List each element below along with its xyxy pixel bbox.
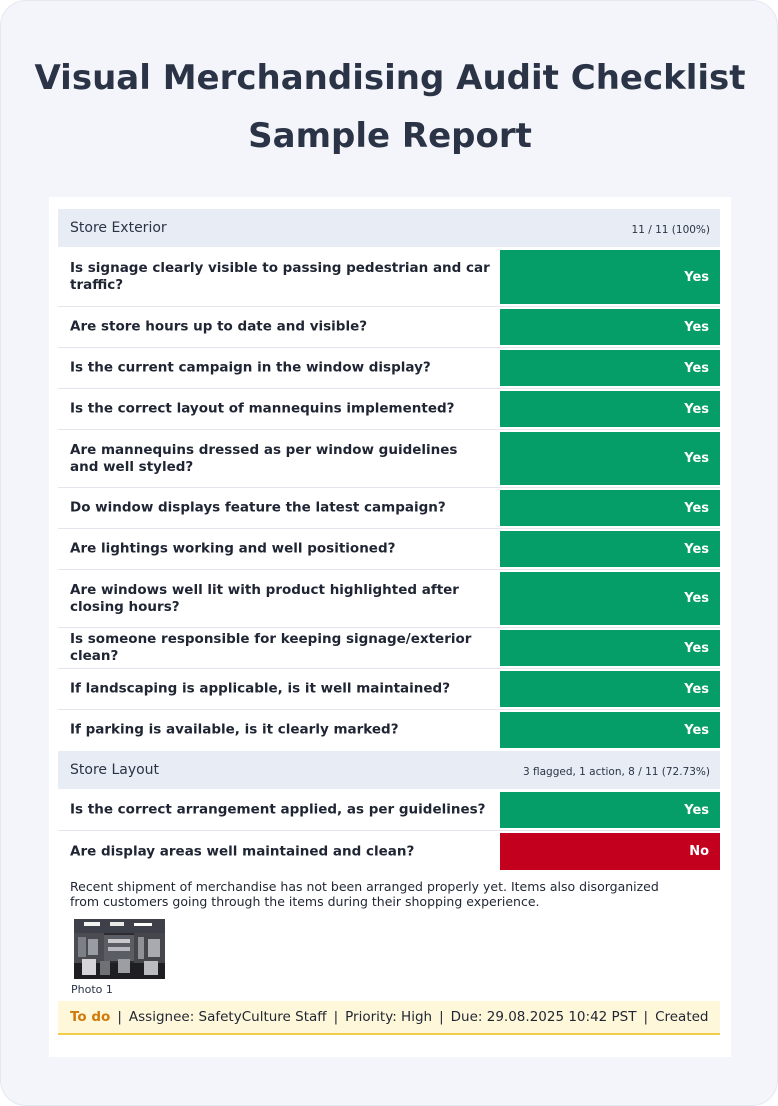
action-due: Due: 29.08.2025 10:42 PST <box>450 1009 637 1025</box>
checklist-row-flagged <box>58 831 720 872</box>
title-line-2: Sample Report <box>248 116 532 156</box>
checklist-row <box>58 710 720 750</box>
answer-yes[interactable]: Yes <box>500 712 720 748</box>
section-score: 11 / 11 (100%) <box>631 224 710 236</box>
checklist-row <box>58 529 720 570</box>
title-line-1: Visual Merchandising Audit Checklist <box>34 58 746 98</box>
section-score: 3 flagged, 1 action, 8 / 11 (72.73%) <box>522 766 710 778</box>
question-text: Are mannequins dressed as per window guidelines and well styled? <box>70 441 458 475</box>
action-priority: Priority: High <box>345 1009 433 1025</box>
question-text: Are windows well lit with product highlighted after closing hours? <box>70 581 459 615</box>
store-interior-photo <box>74 919 165 979</box>
inspection-note: Recent shipment of merchandise has not been arranged properly yet. Items also disorganized from customers going through the items during their shopping experience. <box>70 879 659 909</box>
question-text: Are lightings working and well positioned? <box>70 540 396 557</box>
checklist-row <box>58 488 720 529</box>
divider: | <box>333 1009 339 1025</box>
action-assignee: Assignee: SafetyCulture Staff <box>128 1009 327 1025</box>
action-state: Created <box>655 1009 709 1025</box>
divider: | <box>117 1009 122 1025</box>
checklist-row <box>58 389 720 430</box>
checklist-row <box>58 628 720 669</box>
question-text: Is the correct layout of mannequins implemented? <box>70 400 455 417</box>
report-card <box>49 197 731 1057</box>
question-text: Are display areas well maintained and clean? <box>70 843 415 859</box>
section-name: Store Exterior <box>70 220 167 236</box>
question-text: Is signage clearly visible to passing pedestrian and car traffic? <box>70 260 490 293</box>
checklist-row <box>58 307 720 348</box>
answer-yes[interactable]: Yes <box>500 671 720 707</box>
question-text: Is someone responsible for keeping signage/exterior clean? <box>70 631 472 664</box>
photo-label: Photo 1 <box>71 983 113 996</box>
checklist-row <box>58 790 720 831</box>
checklist-row <box>58 669 720 710</box>
answer-yes[interactable]: Yes <box>500 391 720 427</box>
checklist-row <box>58 430 720 488</box>
answer-yes[interactable]: Yes <box>500 490 720 526</box>
answer-yes[interactable]: Yes <box>500 531 720 567</box>
answer-yes[interactable]: Yes <box>500 350 720 386</box>
page-title <box>1 49 778 165</box>
section-name: Store Layout <box>70 762 160 778</box>
photo-thumbnail[interactable] <box>74 919 165 979</box>
question-text: Do window displays feature the latest campaign? <box>70 499 446 516</box>
answer-yes[interactable]: Yes <box>500 432 720 485</box>
answer-no[interactable]: No <box>500 833 720 870</box>
question-text: Is the correct arrangement applied, as per guidelines? <box>70 801 486 818</box>
action-bar[interactable] <box>58 1001 720 1035</box>
checklist-row <box>58 570 720 628</box>
divider: | <box>643 1009 649 1025</box>
answer-yes[interactable]: Yes <box>500 630 720 666</box>
question-text: If landscaping is applicable, is it well maintained? <box>70 680 451 697</box>
checklist-row <box>58 348 720 389</box>
answer-yes[interactable]: Yes <box>500 309 720 345</box>
question-text: Is the current campaign in the window display? <box>70 359 431 376</box>
question-text: Are store hours up to date and visible? <box>70 318 368 335</box>
section-header-store-layout[interactable] <box>58 751 720 789</box>
answer-yes[interactable]: Yes <box>500 792 720 828</box>
answer-yes[interactable]: Yes <box>500 572 720 625</box>
divider: | <box>439 1009 444 1025</box>
question-text: If parking is available, is it clearly marked? <box>70 721 399 738</box>
answer-yes[interactable]: Yes <box>500 250 720 304</box>
section-header-store-exterior[interactable] <box>58 209 720 247</box>
checklist-row <box>58 248 720 307</box>
action-status: To do <box>70 1009 111 1025</box>
